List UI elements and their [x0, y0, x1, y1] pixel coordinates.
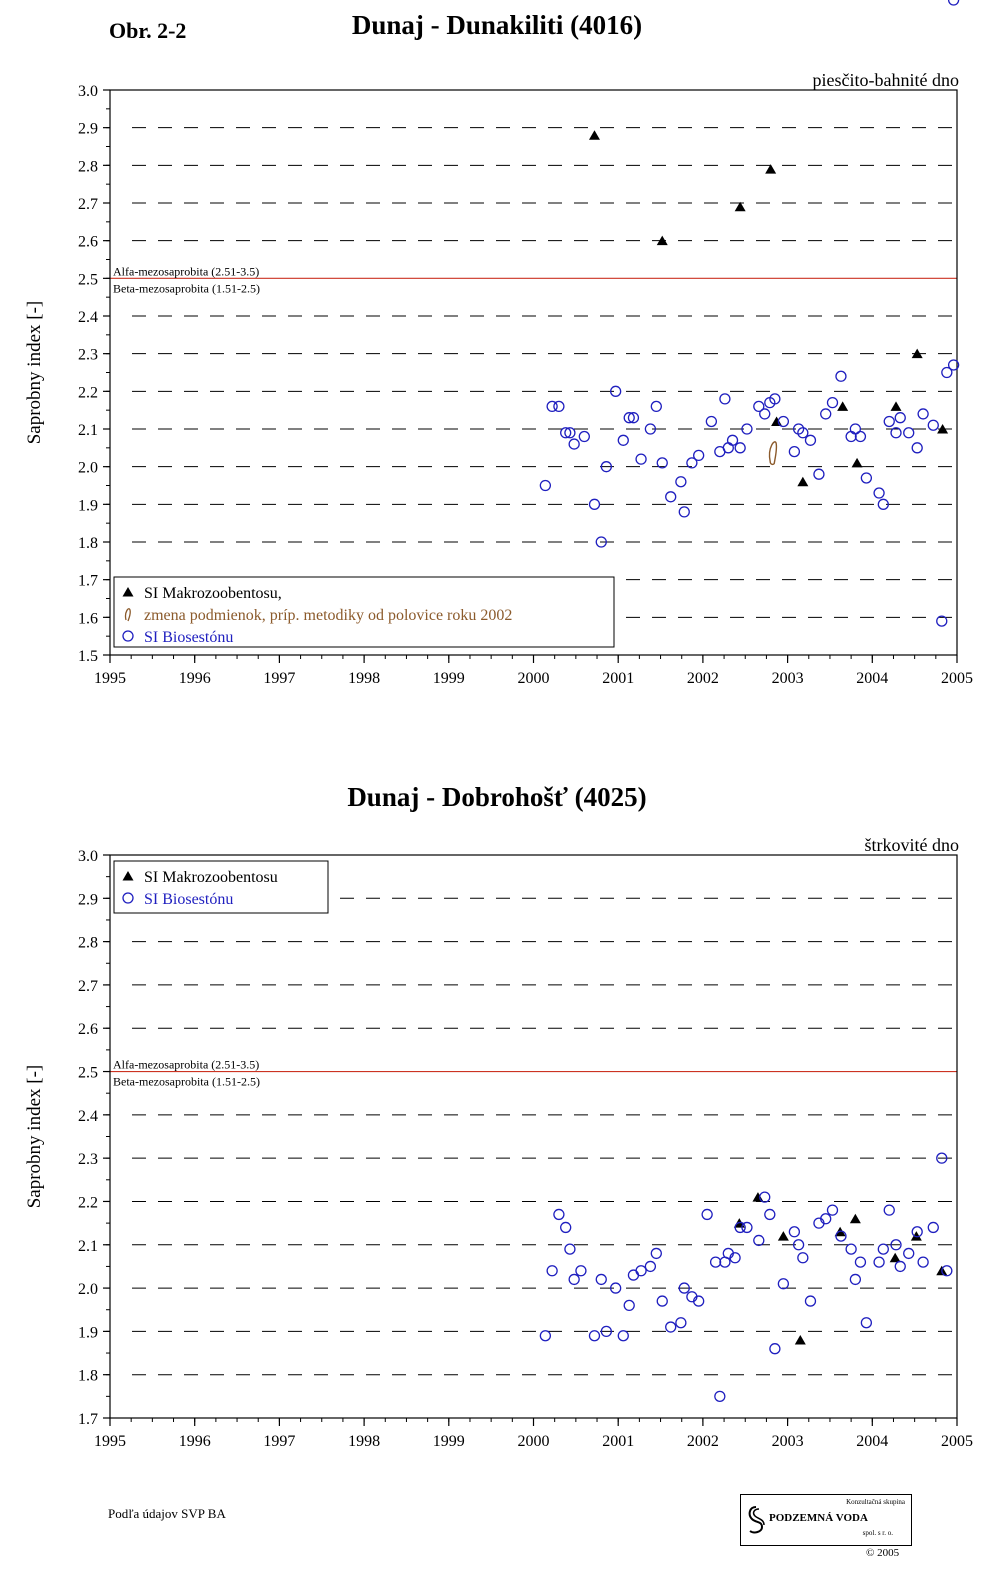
chart2-point-makrozoobentos [850, 1214, 861, 1224]
chart1-point-biosestón [895, 413, 905, 423]
chart1-point-biosestón [569, 439, 579, 449]
chart2-ytick-label: 1.7 [78, 1411, 98, 1428]
chart1-ytick-label: 3.0 [78, 83, 98, 100]
chart2-xtick-label: 2005 [941, 1433, 973, 1450]
chart1-xtick-label: 1998 [348, 670, 381, 687]
chart2-point-makrozoobentos [778, 1231, 789, 1241]
chart1-point-biosestón [735, 443, 745, 453]
chart1-point-makrozoobentos [852, 458, 863, 468]
chart1-ytick-label: 1.7 [78, 572, 98, 590]
chart1-point-biosestón [589, 499, 599, 509]
chart1-threshold-label-below: Beta-mezosaprobita (1.51-2.5) [113, 281, 260, 296]
chart2-xtick-label: 1996 [178, 1433, 211, 1450]
chart2-point-biosestón [798, 1253, 808, 1263]
chart2-ytick-label: 2.7 [78, 977, 98, 995]
chart2-point-biosestón [645, 1261, 655, 1271]
chart2-point-makrozoobentos [795, 1335, 806, 1345]
chart1 [24, 70, 973, 687]
chart1-point-biosestón [855, 432, 865, 442]
chart2-point-biosestón [561, 1222, 571, 1232]
chart1-point-biosestón [554, 401, 564, 411]
chart1-point-biosestón [846, 432, 856, 442]
chart1-ytick-label: 1.6 [78, 610, 98, 628]
chart1-point-biosestón [651, 401, 661, 411]
chart2-point-biosestón [596, 1274, 606, 1284]
chart2-ytick-label: 2.4 [78, 1107, 98, 1125]
chart2-point-biosestón [765, 1209, 775, 1219]
chart1-point-biosestón [850, 424, 860, 434]
chart1-point-biosestón [874, 488, 884, 498]
chart2-point-biosestón [576, 1266, 586, 1276]
chart2-xtick-label: 2004 [856, 1433, 889, 1450]
chart2-xtick-label: 1999 [432, 1433, 465, 1450]
chart2-point-biosestón [565, 1244, 575, 1254]
chart2-point-biosestón [904, 1248, 914, 1258]
chart1-xtick-label: 2004 [856, 670, 889, 687]
chart1-xtick-label: 2000 [517, 670, 550, 687]
chart1-xtick-label: 1996 [178, 670, 211, 687]
chart1-point-biosestón [676, 477, 686, 487]
chart2-ytick-label: 2.0 [78, 1281, 98, 1299]
chart1-point-biosestón [861, 473, 871, 483]
chart1-point-biosestón [928, 420, 938, 430]
chart1-legend-label: SI Biosestónu [144, 629, 234, 646]
chart2-point-biosestón [636, 1266, 646, 1276]
chart1-plot-frame [110, 90, 957, 655]
chart1-ytick-label: 2.6 [78, 233, 98, 251]
chart2-point-biosestón [855, 1257, 865, 1267]
chart2-xtick-label: 1998 [348, 1433, 381, 1450]
chart2-point-biosestón [715, 1391, 725, 1401]
chart1-point-biosestón [760, 409, 770, 419]
chart2-xtick-label: 1995 [94, 1433, 126, 1450]
chart1-ytick-label: 1.5 [78, 648, 98, 665]
chart2-legend-label: SI Makrozoobentosu [144, 869, 278, 886]
chart2-point-biosestón [651, 1248, 661, 1258]
chart2-ytick-label: 2.1 [78, 1237, 98, 1255]
chart2-point-biosestón [850, 1274, 860, 1284]
company-logo [740, 1494, 912, 1546]
chart2-point-biosestón [874, 1257, 884, 1267]
chart1-xtick-label: 1995 [94, 670, 126, 687]
chart1-xtick-label: 2002 [686, 670, 719, 687]
logo-sub-text: spol. s r. o. [862, 1529, 893, 1537]
chart2-point-biosestón [702, 1209, 712, 1219]
chart2-point-biosestón [554, 1209, 564, 1219]
chart2-point-biosestón [618, 1331, 628, 1341]
chart1-point-biosestón [778, 416, 788, 426]
chart1-point-biosestón [798, 428, 808, 438]
copyright: © 2005 [866, 1547, 900, 1559]
chart1-subtitle: piesčito-bahnité dno [812, 70, 959, 90]
logo-top-text: Konzultačná skupina [846, 1498, 905, 1506]
chart1-ytick-label: 2.8 [78, 158, 98, 176]
chart1-point-biosestón [666, 492, 676, 502]
chart1-point-biosestón [723, 443, 733, 453]
chart1-ytick-label: 2.1 [78, 422, 98, 439]
chart2 [24, 0, 973, 1450]
chart2-point-biosestón [624, 1300, 634, 1310]
chart2-ytick-label: 2.8 [78, 934, 98, 952]
chart2-point-biosestón [884, 1205, 894, 1215]
chart1-xtick-label: 2003 [771, 670, 804, 687]
chart2-xtick-label: 2002 [686, 1433, 719, 1450]
chart2-subtitle: štrkovité dno [864, 835, 959, 855]
chart1-point-biosestón [720, 394, 730, 404]
chart2-point-biosestón [827, 1205, 837, 1215]
chart1-ylabel: Saprobny index [-] [24, 300, 45, 445]
chart1-ytick-label: 1.8 [78, 535, 98, 552]
chart1-point-biosestón [618, 435, 628, 445]
chart2-point-biosestón [918, 1257, 928, 1267]
chart1-point-biosestón [789, 447, 799, 457]
chart1-title: Dunaj - Dunakiliti (4016) [351, 10, 643, 40]
chart1-xtick-label: 1999 [432, 670, 465, 687]
chart2-threshold-label-above: Alfa-mezosaprobita (2.51-3.5) [113, 1057, 260, 1072]
chart1-ytick-label: 1.9 [78, 497, 98, 515]
chart1-xtick-label: 2001 [602, 670, 635, 687]
chart2-point-biosestón [540, 1331, 550, 1341]
chart2-ytick-label: 2.9 [78, 891, 98, 909]
logo-main-text: PODZEMNÁ VODA [769, 1512, 868, 1524]
chart2-ytick-label: 2.5 [78, 1064, 98, 1082]
chart2-point-biosestón [589, 1331, 599, 1341]
chart2-point-biosestón [569, 1274, 579, 1284]
chart1-point-biosestón [827, 398, 837, 408]
chart2-xtick-label: 2000 [517, 1433, 550, 1450]
chart1-point-makrozoobentos [589, 130, 600, 140]
chart1-legend-label: SI Makrozoobentosu, [144, 585, 282, 602]
chart2-point-biosestón [778, 1279, 788, 1289]
chart2-xtick-label: 2001 [602, 1433, 635, 1450]
chart1-point-makrozoobentos [837, 401, 848, 411]
chart1-point-biosestón [540, 481, 550, 491]
figure-label: Obr. 2-2 [109, 18, 187, 43]
source-note: Podľa údajov SVP BA [108, 1506, 226, 1521]
chart2-point-biosestón [711, 1257, 721, 1267]
chart2-ytick-label: 2.2 [78, 1194, 98, 1212]
chart2-point-biosestón [770, 1344, 780, 1354]
chart1-ytick-label: 2.4 [78, 309, 98, 326]
chart2-title: Dunaj - Dobrohošť (4025) [347, 782, 647, 812]
chart1-change-marker-icon [770, 442, 777, 465]
chart2-plot-frame [110, 855, 957, 1418]
chart2-ytick-label: 1.8 [78, 1367, 98, 1385]
chart1-xtick-label: 2005 [941, 670, 973, 687]
chart2-point-biosestón [676, 1318, 686, 1328]
chart1-point-biosestón [805, 435, 815, 445]
chart2-ytick-label: 1.9 [78, 1324, 98, 1342]
chart1-point-biosestón [636, 454, 646, 464]
chart1-ytick-label: 2.3 [78, 346, 98, 364]
chart2-point-biosestón [928, 1222, 938, 1232]
chart1-ytick-label: 2.5 [78, 271, 98, 289]
chart1-point-biosestón [918, 409, 928, 419]
chart2-xtick-label: 2003 [771, 1433, 804, 1450]
chart2-point-biosestón [754, 1235, 764, 1245]
chart1-ytick-label: 2.7 [78, 196, 98, 213]
chart1-point-biosestón [694, 450, 704, 460]
chart1-legend-label: zmena podmienok, príp. metodiky od polovice roku 2002 [144, 607, 513, 624]
chart1-point-biosestón [579, 432, 589, 442]
chart2-point-biosestón [805, 1296, 815, 1306]
chart1-point-biosestón [836, 371, 846, 381]
chart1-ytick-label: 2.0 [78, 459, 98, 477]
chart1-xtick-label: 1997 [263, 670, 296, 687]
chart1-point-biosestón [814, 469, 824, 479]
chart2-ytick-label: 3.0 [78, 848, 98, 865]
chart2-point-biosestón [666, 1322, 676, 1332]
chart1-ytick-label: 2.2 [78, 384, 98, 402]
chart2-point-biosestón [846, 1244, 856, 1254]
chart2-point-biosestón [949, 0, 959, 5]
chart1-point-biosestón [904, 428, 914, 438]
chart2-ylabel: Saprobny index [-] [24, 1064, 45, 1209]
chart2-legend-label: SI Biosestónu [144, 891, 234, 908]
chart1-point-biosestón [821, 409, 831, 419]
chart2-point-makrozoobentos [890, 1253, 901, 1263]
chart2-point-biosestón [628, 1270, 638, 1280]
chart2-point-biosestón [789, 1227, 799, 1237]
chart1-threshold-label-above: Alfa-mezosaprobita (2.51-3.5) [113, 264, 260, 279]
chart2-xtick-label: 1997 [263, 1433, 296, 1450]
chart2-threshold-label-below: Beta-mezosaprobita (1.51-2.5) [113, 1074, 260, 1089]
chart1-point-makrozoobentos [797, 477, 808, 487]
chart2-point-biosestón [760, 1192, 770, 1202]
chart2-point-biosestón [657, 1296, 667, 1306]
chart2-point-biosestón [878, 1244, 888, 1254]
chart2-point-biosestón [861, 1318, 871, 1328]
chart2-point-biosestón [895, 1261, 905, 1271]
chart1-point-biosestón [679, 507, 689, 517]
chart1-ytick-label: 2.9 [78, 120, 98, 138]
chart1-point-biosestón [912, 443, 922, 453]
chart1-point-biosestón [884, 416, 894, 426]
chart2-ytick-label: 2.6 [78, 1021, 98, 1039]
chart2-point-biosestón [547, 1266, 557, 1276]
chart2-ytick-label: 2.3 [78, 1151, 98, 1169]
chart1-point-biosestón [728, 435, 738, 445]
chart1-point-biosestón [706, 416, 716, 426]
chart1-point-makrozoobentos [891, 401, 902, 411]
